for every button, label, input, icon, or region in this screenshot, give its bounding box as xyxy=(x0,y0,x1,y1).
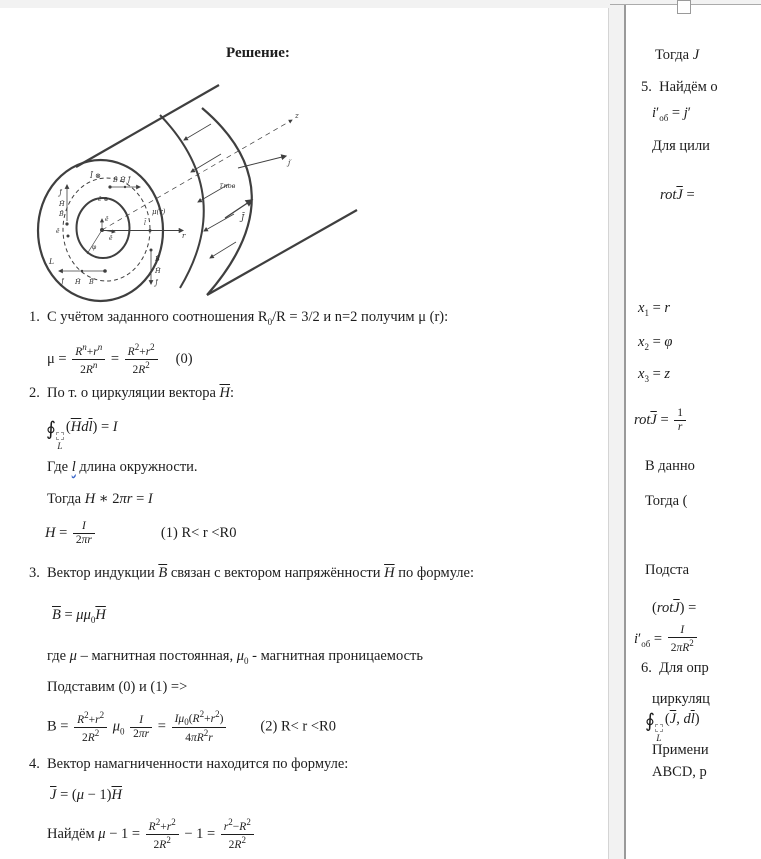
label-right-b: B̄ xyxy=(155,255,160,263)
p2-oint-j: ∮ L ($\overline{J}$, $d\overline{l}$) xyxy=(645,710,700,743)
document-page-1[interactable] xyxy=(0,8,608,859)
label-bottom-b: B̄ xyxy=(89,278,94,286)
label-left-j: J̄ xyxy=(59,189,62,197)
p2-x3: $x_3 = z$ xyxy=(638,366,671,384)
p2-rotj-paren: $(rot\overline{J})$ = xyxy=(652,600,697,616)
page-boundary-marker xyxy=(677,0,691,14)
label-ez: ē xyxy=(105,216,109,223)
item-3: 3. Вектор индукции $\overline{B}$ связан с вектором напряжённости $\overline{H}$ по формуле: xyxy=(29,565,475,581)
cylinder-diagram xyxy=(36,74,366,306)
label-mu-r: μ(r) xyxy=(152,208,166,216)
label-phi: φ xyxy=(92,244,97,251)
p2-item-5: 5. Найдём о xyxy=(641,79,718,95)
formula-find-mu: Найдём μ − 1 = $\frac{R^2+r^2}{2R^2}$ − 1 = $\frac{r^2-R^2}{2R^2}$ xyxy=(47,817,256,852)
p2-iob-frac: $i'_{об}$ = $\frac{I}{2\pi R^2}$ xyxy=(634,624,699,655)
p2-circulation: циркуляц xyxy=(652,691,710,707)
figure-container xyxy=(36,74,366,306)
formula-j: $\overline{J} = (\mu - 1)\overline{H}$ xyxy=(50,787,122,803)
formula-b0: $\overline{B} = \mu\mu_0\overline{H}$ xyxy=(52,607,106,625)
p2-rotj-eq: $rot\overline{J}$ = xyxy=(660,187,695,203)
where-mu-text: где μ – магнитная постоянная, $\mu_0$ - магнитная проницаемость xyxy=(47,648,423,666)
p2-x1: $x_1 = r$ xyxy=(638,300,671,318)
label-right-h: H̄ xyxy=(155,267,161,275)
p2-x2: $x_2 = \varphi$ xyxy=(638,334,673,352)
formula-circulation: ∮ L $(\overline{H}d\overline{l}) = I$ xyxy=(46,418,118,451)
where-l-text: Где l длина окружности. xyxy=(47,459,198,475)
label-bottom-j: J̄ xyxy=(61,278,64,286)
label-right-j: J̄ xyxy=(155,279,158,287)
label-left-e: ē xyxy=(56,228,60,235)
label-e-otimes: ē ⊗ xyxy=(98,196,109,203)
formula-mu: μ = $\frac{R^n+r^n}{2R^n}$ = $\frac{R^2+r^2}{2R^2}$ (0) xyxy=(47,342,193,376)
item-2: 2. По т. о циркуляции вектора $\overline{H}$: xyxy=(29,385,235,401)
label-left-h: H̄ xyxy=(59,200,65,208)
p2-substitute: Подста xyxy=(645,562,690,578)
page1-right-edge xyxy=(608,8,609,859)
p2-apply: Примени xyxy=(652,742,709,758)
p2-for-cyl: Для цили xyxy=(652,138,710,154)
then-h-text: Тогда H ∗ 2πr = I xyxy=(47,491,153,507)
substitute-text: Подставим (0) и (1) => xyxy=(47,679,188,695)
label-current-into-page: Ī ⊗ xyxy=(90,172,101,180)
label-bottom-h: H̄ xyxy=(75,278,81,286)
item-4: 4. Вектор намагниченности находится по формуле: xyxy=(29,756,349,772)
label-z-axis: z xyxy=(295,112,299,120)
label-r-axis: r xyxy=(182,232,186,240)
p2-iob-j: $i'_{об} = j'$ xyxy=(652,105,691,123)
label-j-prime: j′ xyxy=(288,159,292,167)
p2-then-j: Тогда J xyxy=(655,47,700,63)
p2-then-paren: Тогда ( xyxy=(645,493,688,509)
p2-abcd: ABCD, р xyxy=(652,764,707,780)
p2-item-6: 6. Для опр xyxy=(641,660,709,676)
formula-h: H = $\frac{I}{2\pi r}$ (1) R< r <R0 xyxy=(45,520,237,547)
page-title: Решение: xyxy=(226,45,290,61)
label-left-b: B̄ xyxy=(59,210,64,218)
p2-rotj-frac: $rot\overline{J}$ = $\frac{1}{r}$ xyxy=(634,407,688,434)
label-l-bar: l̄ xyxy=(144,220,146,227)
label-contour-l: L xyxy=(49,257,54,266)
label-er: ē xyxy=(109,235,113,242)
formula-b2: B = $\frac{R^2+r^2}{2R^2}$ $\mu_0$ $\frac{I}{2\pi r}$ = $\frac{I\mu_0(R^2+r^2)}{4\pi R^2r}$ (2) R< r <R0 xyxy=(47,709,336,745)
label-j-vector: J̄ xyxy=(241,213,245,222)
label-surface-current: ī′пов xyxy=(220,182,236,190)
page2-left-edge xyxy=(624,4,626,859)
item-1: 1. С учётом заданного соотношения $R_0/R = 3/2$ и n=2 получим μ (r): xyxy=(29,309,449,327)
label-top-triad: B̄ H̄ J̄ xyxy=(113,176,131,184)
p2-in-this: В данно xyxy=(645,458,695,474)
